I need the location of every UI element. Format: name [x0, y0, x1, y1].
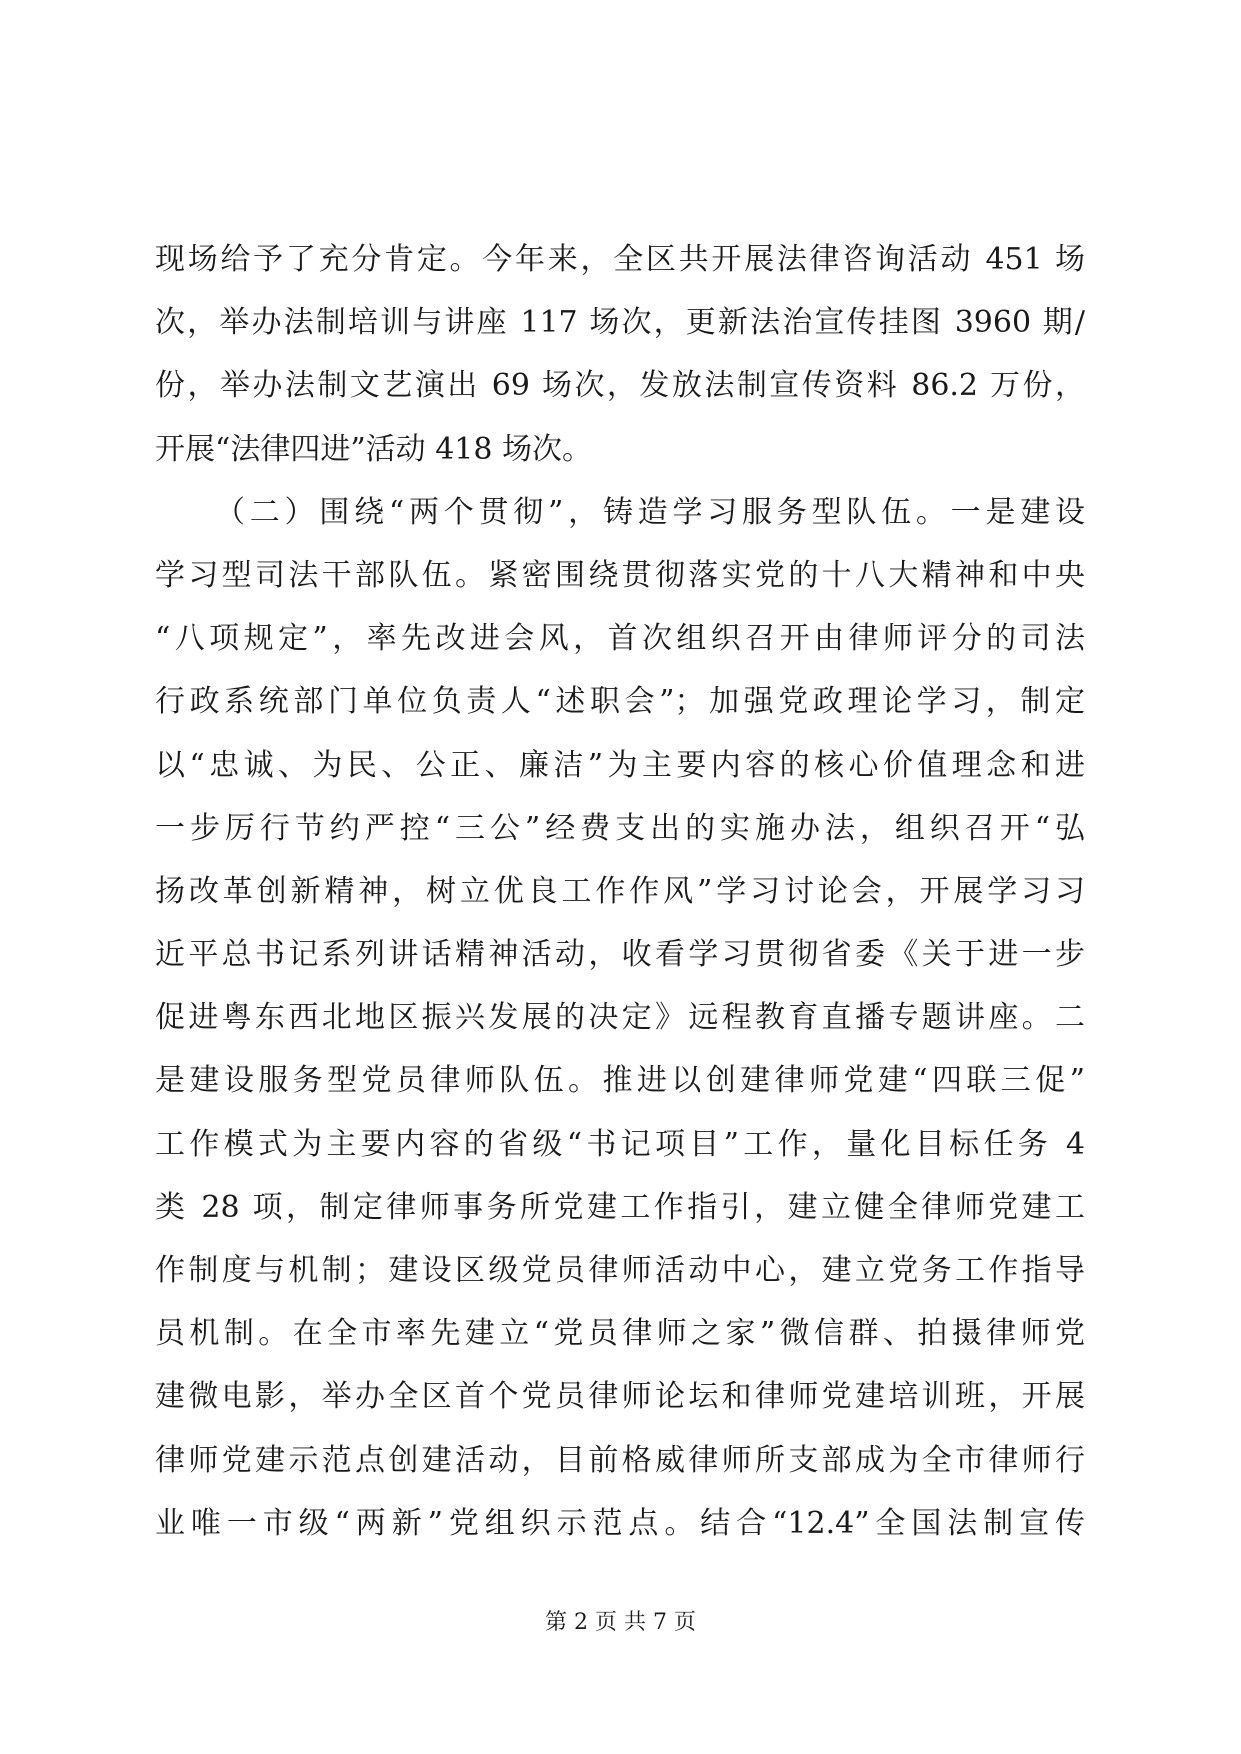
- text-line: 扬改革创新精神，树立优良工作作风”学习讨论会，开展学习习: [155, 873, 1085, 909]
- text-line: 次，举办法制培训与讲座 117 场次，更新法治宣传挂图 3960 期/: [155, 305, 1085, 341]
- text-line: 员机制。在全市率先建立“党员律师之家”微信群、拍摄律师党: [155, 1316, 1085, 1352]
- text-line: 律师党建示范点创建活动，目前格威律师所支部成为全市律师行: [155, 1442, 1085, 1478]
- text-line: 建微电影，举办全区首个党员律师论坛和律师党建培训班，开展: [155, 1379, 1085, 1415]
- text-line: 业唯一市级“两新”党组织示范点。结合“12.4”全国法制宣传: [155, 1505, 1085, 1541]
- text-line: 类 28 项，制定律师事务所党建工作指引，建立健全律师党建工: [155, 1189, 1085, 1225]
- text-line: 以“忠诚、为民、公正、廉洁”为主要内容的核心价值理念和进: [155, 747, 1085, 783]
- text-line: 现场给予了充分肯定。今年来，全区共开展法律咨询活动 451 场: [155, 242, 1085, 277]
- text-line: 作制度与机制；建设区级党员律师活动中心，建立党务工作指导: [155, 1253, 1085, 1288]
- text-line: 工作模式为主要内容的省级“书记项目”工作，量化目标任务 4: [155, 1126, 1085, 1162]
- page-footer: [0, 1608, 1241, 1638]
- text-line: 开展“法律四进”活动 418 场次。: [155, 431, 593, 467]
- text-line: 是建设服务型党员律师队伍。推进以创建律师党建“四联三促”: [155, 1063, 1085, 1099]
- text-line: 份，举办法制文艺演出 69 场次，发放法制宣传资料 86.2 万份，: [155, 368, 1085, 404]
- text-line: 近平总书记系列讲话精神活动，收看学习贯彻省委《关于进一步: [155, 937, 1085, 973]
- paragraph-start-line: （二）围绕“两个贯彻”，铸造学习服务型队伍。一是建设: [215, 494, 1085, 530]
- text-line: 一步厉行节约严控“三公”经费支出的实施办法，组织召开“弘: [155, 810, 1085, 846]
- text-line: 行政系统部门单位负责人“述职会”；加强党政理论学习，制定: [155, 684, 1085, 720]
- body-text: [155, 228, 1085, 1555]
- text-line: 促进粤东西北地区振兴发展的决定》远程教育直播专题讲座。二: [155, 1000, 1085, 1036]
- page-number-label: 第 2 页 共 7 页: [545, 1610, 696, 1635]
- text-line: 学习型司法干部队伍。紧密围绕贯彻落实党的十八大精神和中央: [155, 557, 1085, 593]
- text-line: “八项规定”，率先改进会风，首次组织召开由律师评分的司法: [155, 621, 1085, 657]
